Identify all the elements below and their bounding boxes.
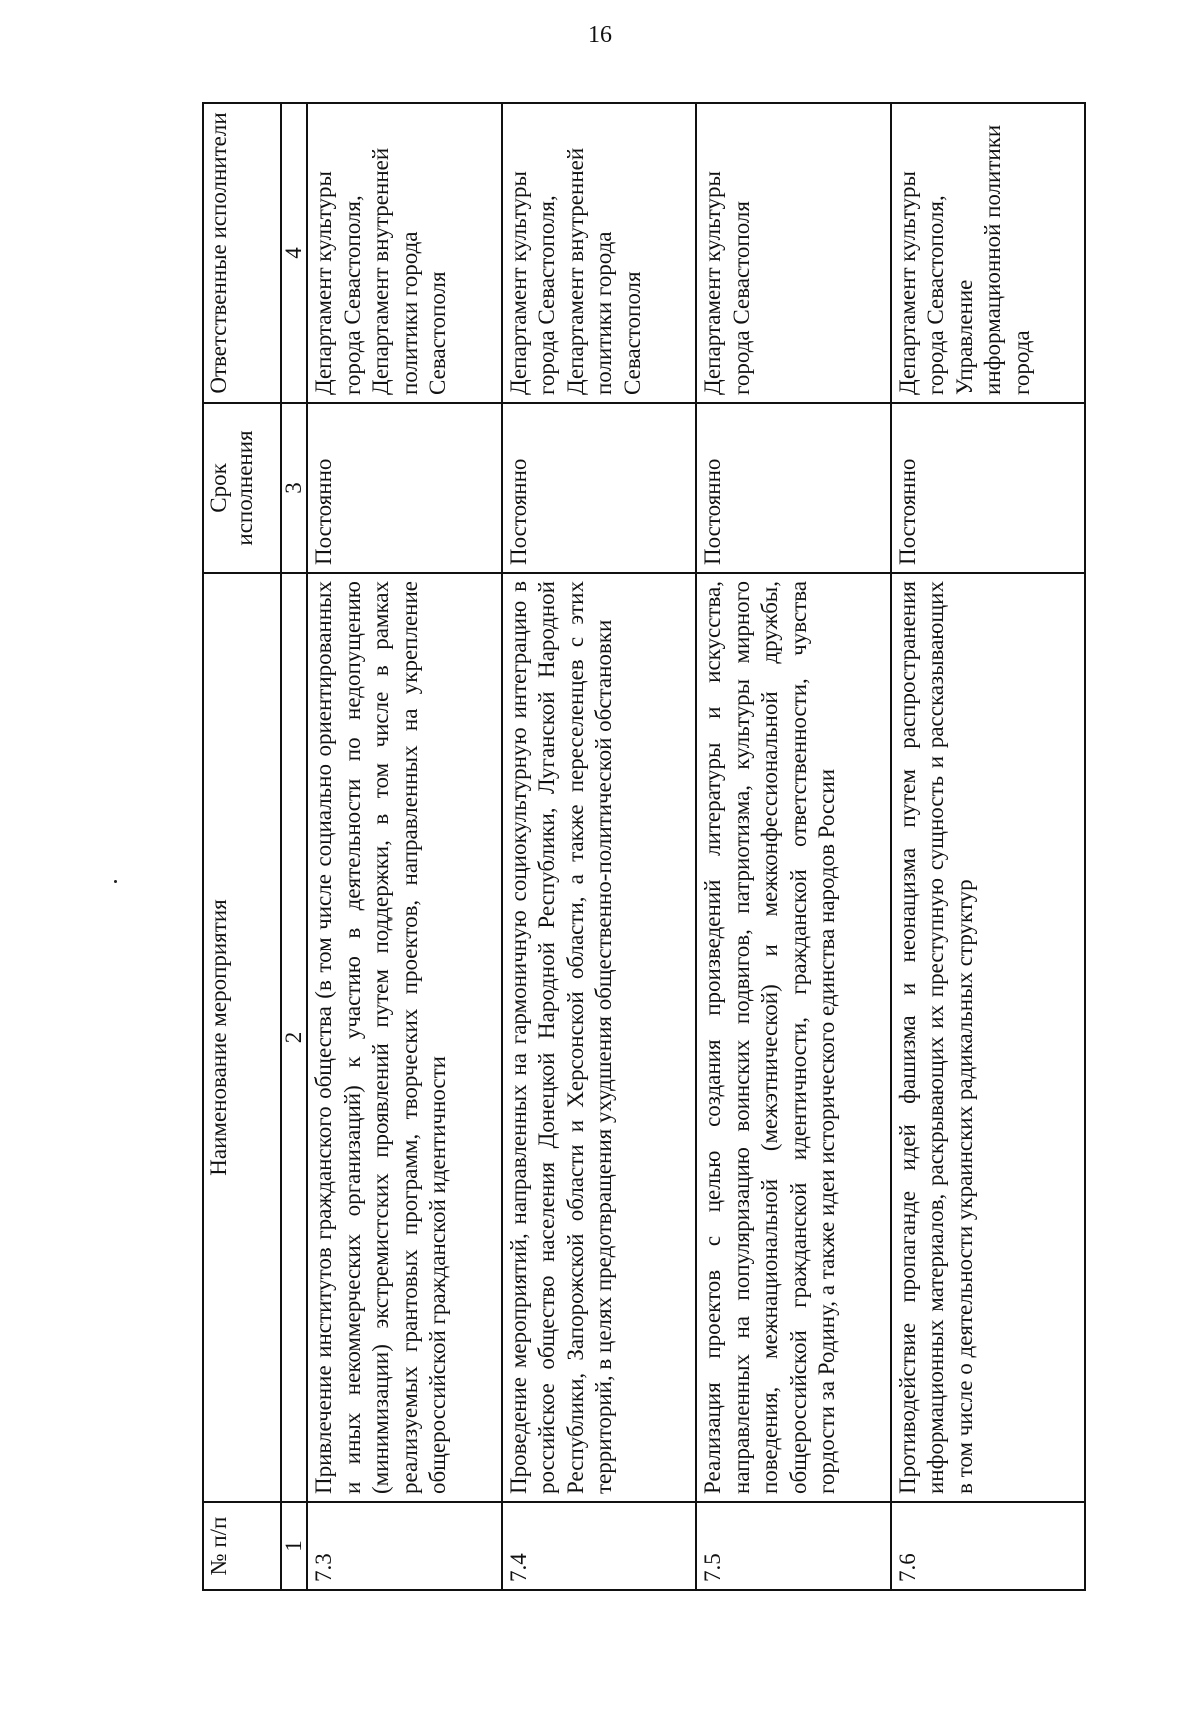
table-row xyxy=(307,103,502,1590)
column-number: 4 xyxy=(281,103,307,403)
header-term: Срок исполнения xyxy=(203,403,281,573)
column-number: 3 xyxy=(281,403,307,573)
header-name: Наименование мероприятия xyxy=(203,573,281,1502)
page-number: 16 xyxy=(588,22,612,48)
header-responsible: Ответственные исполнители xyxy=(203,103,281,403)
measure-name: Противодействие пропаганде идей фашизма и неонацизма путем распространения информационных материалов, раскрывающих их преступную сущность и рассказывающих в том числе о деятельности украинских радикальных структур xyxy=(891,573,1086,1502)
row-number: 7.3 xyxy=(307,1502,502,1590)
row-number: 7.6 xyxy=(891,1502,1086,1590)
measure-name: Привлечение институтов гражданского общества (в том числе социально ориентированных и иных некоммерческих организаций) к участию в деятельности по недопущению (минимизации) экстремистских проявлений путем поддержки, в том числе в рамках реализуемых грантовых программ, творческих проектов, направленных на укрепление общероссийской гражданской идентичности xyxy=(307,573,502,1502)
table-header-row xyxy=(203,103,281,1590)
measure-name: Реализация проектов с целью создания произведений литературы и искусства, направленных на популяризацию воинских подвигов, патриотизма, культуры мирного поведения, межнациональной (межэтнической) и межконфессиональной дружбы, общероссийской гражданской идентичности, гражданской ответственности, чувства гордости за Родину, а также идеи исторического единства народов России xyxy=(696,573,891,1502)
measure-responsible: Департамент культуры города Севастополя, Управление информационной политики города xyxy=(891,103,1086,403)
row-number: 7.5 xyxy=(696,1502,891,1590)
measure-responsible: Департамент культуры города Севастополя xyxy=(696,103,891,403)
table-row xyxy=(891,103,1086,1590)
column-number: 2 xyxy=(281,573,307,1502)
measure-term: Постоянно xyxy=(696,403,891,573)
measure-term: Постоянно xyxy=(307,403,502,573)
measures-table xyxy=(202,102,1086,1591)
scan-artifact-dot xyxy=(114,880,117,883)
measure-responsible: Департамент культуры города Севастополя, Департамент внутренней политики города Севастополя xyxy=(307,103,502,403)
column-number: 1 xyxy=(281,1502,307,1590)
rotated-table-container xyxy=(202,104,1086,1591)
header-num: № п/п xyxy=(203,1502,281,1590)
table-row xyxy=(502,103,697,1590)
measure-responsible: Департамент культуры города Севастополя, Департамент внутренней политики города Севастополя xyxy=(502,103,697,403)
column-number-row xyxy=(281,103,307,1590)
measure-term: Постоянно xyxy=(502,403,697,573)
row-number: 7.4 xyxy=(502,1502,697,1590)
table-row xyxy=(696,103,891,1590)
measure-name: Проведение мероприятий, направленных на гармоничную социокультурную интеграцию в российское общество населения Донецкой Народной Республики, Луганской Народной Республики, Запорожской области и Херсонской области, а также переселенцев с этих территорий, в целях предотвращения ухудшения общественно-политической обстановки xyxy=(502,573,697,1502)
measure-term: Постоянно xyxy=(891,403,1086,573)
